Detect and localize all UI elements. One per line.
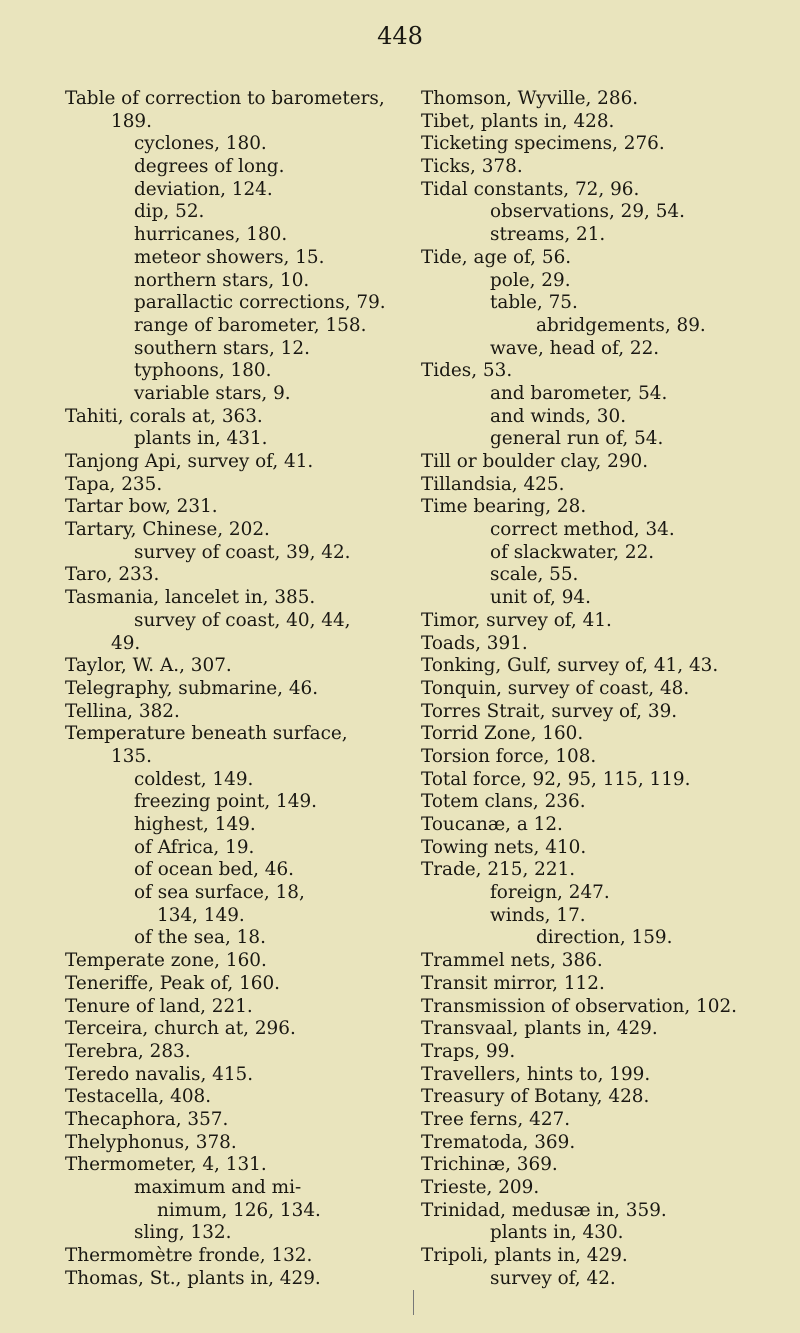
- index-entry: Trade, 215, 221.: [421, 859, 576, 881]
- index-entry: Till or boulder clay, 290.: [421, 451, 649, 472]
- index-column-right: [421, 88, 793, 1290]
- index-subentry: sling, 132.: [134, 1222, 232, 1244]
- index-entry: Toads, 391.: [421, 632, 528, 654]
- index-subentry: winds, 17.: [490, 904, 586, 926]
- index-subentry: range of barometer, 158.: [134, 314, 367, 336]
- index-entry: Trematoda, 369.: [421, 1131, 576, 1153]
- index-entry: Trichinæ, 369.: [421, 1154, 558, 1176]
- index-entry: Ticketing specimens, 276.: [421, 133, 665, 155]
- index-subentry: and barometer, 54.: [490, 382, 668, 404]
- index-subentry: coldest, 149.: [134, 768, 254, 790]
- index-subentry: 189.: [111, 110, 152, 132]
- index-entry: Terceira, church at, 296.: [65, 1018, 296, 1040]
- index-entry: Taro, 233.: [65, 564, 160, 586]
- index-subentry: and winds, 30.: [490, 405, 627, 427]
- index-subentry: freezing point, 149.: [134, 791, 317, 813]
- index-subentry: observations, 29, 54.: [490, 201, 685, 223]
- index-entry: Travellers, hints to, 199.: [421, 1063, 651, 1085]
- index-entry: Tidal constants, 72, 96.: [421, 178, 640, 200]
- index-entry: Trieste, 209.: [421, 1177, 540, 1198]
- index-subentry: of sea surface, 18,: [134, 882, 305, 904]
- index-entry: Teredo navalis, 415.: [65, 1063, 254, 1085]
- index-entry: Traps, 99.: [421, 1040, 516, 1062]
- index-subentry: general run of, 54.: [490, 428, 664, 450]
- index-entry: Total force, 92, 95, 115, 119.: [421, 768, 691, 790]
- index-subentry: cyclones, 180.: [134, 133, 267, 155]
- index-entry: Toucanæ, a 12.: [421, 814, 563, 835]
- index-entry: Trinidad, medusæ in, 359.: [421, 1199, 667, 1221]
- index-subentry: correct method, 34.: [490, 519, 675, 541]
- index-entry: Table of correction to barometers,: [65, 88, 385, 109]
- index-subentry: pole, 29.: [490, 269, 571, 291]
- index-entry: Trammel nets, 386.: [421, 950, 603, 972]
- index-entry: Timor, survey of, 41.: [421, 609, 612, 631]
- index-subentry: 134, 149.: [157, 904, 245, 926]
- index-entry: Torrid Zone, 160.: [421, 723, 584, 745]
- index-entry: Tree ferns, 427.: [421, 1108, 571, 1130]
- index-entry: Tahiti, corals at, 363.: [65, 405, 263, 427]
- index-entry: Tonking, Gulf, survey of, 41, 43.: [421, 655, 719, 677]
- index-entry: Thomas, St., plants in, 429.: [65, 1267, 321, 1289]
- index-entry: Transit mirror, 112.: [421, 972, 605, 994]
- index-subentry: of the sea, 18.: [134, 927, 266, 949]
- index-subentry: of Africa, 19.: [134, 836, 255, 858]
- index-subentry: maximum and mi-: [134, 1177, 302, 1198]
- index-subentry: northern stars, 10.: [134, 269, 310, 291]
- index-subentry: table, 75.: [490, 292, 578, 314]
- index-entry: Testacella, 408.: [65, 1086, 212, 1108]
- index-entry: Torres Strait, survey of, 39.: [421, 700, 678, 722]
- index-entry: Torsion force, 108.: [421, 745, 597, 767]
- index-entry: Terebra, 283.: [65, 1040, 191, 1062]
- index-subentry: foreign, 247.: [490, 882, 610, 904]
- index-entry: Thermometer, 4, 131.: [65, 1154, 267, 1176]
- index-entry: Taylor, W. A., 307.: [65, 655, 232, 677]
- index-entry: Temperate zone, 160.: [65, 950, 267, 972]
- index-entry: Totem clans, 236.: [421, 791, 586, 813]
- index-entry: Thecaphora, 357.: [65, 1108, 229, 1130]
- column-divider: [413, 1290, 414, 1315]
- index-entry: Treasury of Botany, 428.: [421, 1086, 650, 1108]
- index-entry: Tenure of land, 221.: [65, 995, 253, 1017]
- index-subentry: variable stars, 9.: [134, 382, 291, 404]
- index-subentry: nimum, 126, 134.: [157, 1199, 321, 1221]
- index-subentry: of slackwater, 22.: [490, 541, 655, 563]
- index-entry: Temperature beneath surface,: [65, 723, 348, 745]
- index-subentry: of ocean bed, 46.: [134, 859, 295, 881]
- index-entry: Tonquin, survey of coast, 48.: [421, 677, 690, 699]
- index-entry: Tellina, 382.: [65, 700, 180, 722]
- index-entry: Time bearing, 28.: [421, 496, 587, 518]
- index-subentry: degrees of long.: [134, 156, 285, 178]
- index-column-left: [65, 88, 415, 1290]
- index-subentry: survey of coast, 40, 44,: [134, 609, 351, 631]
- index-subentry: survey of, 42.: [490, 1267, 616, 1289]
- index-subentry: hurricanes, 180.: [134, 224, 288, 246]
- page-number: 448: [377, 22, 423, 50]
- index-subentry: 135.: [111, 745, 152, 767]
- index-entry: Tartar bow, 231.: [65, 496, 218, 518]
- index-entry: Tartary, Chinese, 202.: [65, 519, 270, 541]
- index-entry: Tillandsia, 425.: [421, 473, 565, 495]
- index-entry: Tides, 53.: [421, 360, 513, 382]
- index-entry: Thelyphonus, 378.: [65, 1131, 237, 1153]
- index-entry: Tripoli, plants in, 429.: [421, 1245, 628, 1267]
- index-entry: Tapa, 235.: [65, 473, 163, 495]
- index-subentry: direction, 159.: [536, 927, 673, 949]
- index-entry: Transvaal, plants in, 429.: [421, 1018, 658, 1040]
- index-entry: Tanjong Api, survey of, 41.: [65, 451, 314, 472]
- index-subentry: 49.: [111, 632, 141, 654]
- index-subentry: abridgements, 89.: [536, 314, 706, 336]
- index-entry: Tasmania, lancelet in, 385.: [65, 587, 316, 609]
- index-entry: Tibet, plants in, 428.: [421, 110, 615, 132]
- index-subentry: plants in, 430.: [490, 1222, 624, 1244]
- index-subentry: highest, 149.: [134, 814, 256, 835]
- index-subentry: parallactic corrections, 79.: [134, 292, 386, 314]
- index-subentry: streams, 21.: [490, 224, 606, 246]
- index-entry: Ticks, 378.: [421, 156, 523, 178]
- index-entry: Towing nets, 410.: [421, 836, 587, 858]
- index-entry: Tide, age of, 56.: [421, 246, 572, 268]
- index-subentry: dip, 52.: [134, 201, 205, 223]
- index-subentry: wave, head of, 22.: [490, 337, 660, 359]
- index-subentry: plants in, 431.: [134, 428, 268, 450]
- index-entry: Transmission of observation, 102.: [421, 995, 738, 1017]
- index-subentry: typhoons, 180.: [134, 360, 272, 382]
- index-subentry: meteor showers, 15.: [134, 246, 325, 268]
- index-subentry: unit of, 94.: [490, 587, 591, 609]
- index-entry: Thermomètre fronde, 132.: [65, 1245, 313, 1267]
- index-subentry: southern stars, 12.: [134, 337, 310, 359]
- index-subentry: survey of coast, 39, 42.: [134, 541, 351, 563]
- index-entry: Thomson, Wyville, 286.: [421, 88, 639, 109]
- index-entry: Teneriffe, Peak of, 160.: [65, 972, 281, 994]
- index-entry: Telegraphy, submarine, 46.: [65, 677, 319, 699]
- index-subentry: scale, 55.: [490, 564, 579, 586]
- index-subentry: deviation, 124.: [134, 178, 273, 200]
